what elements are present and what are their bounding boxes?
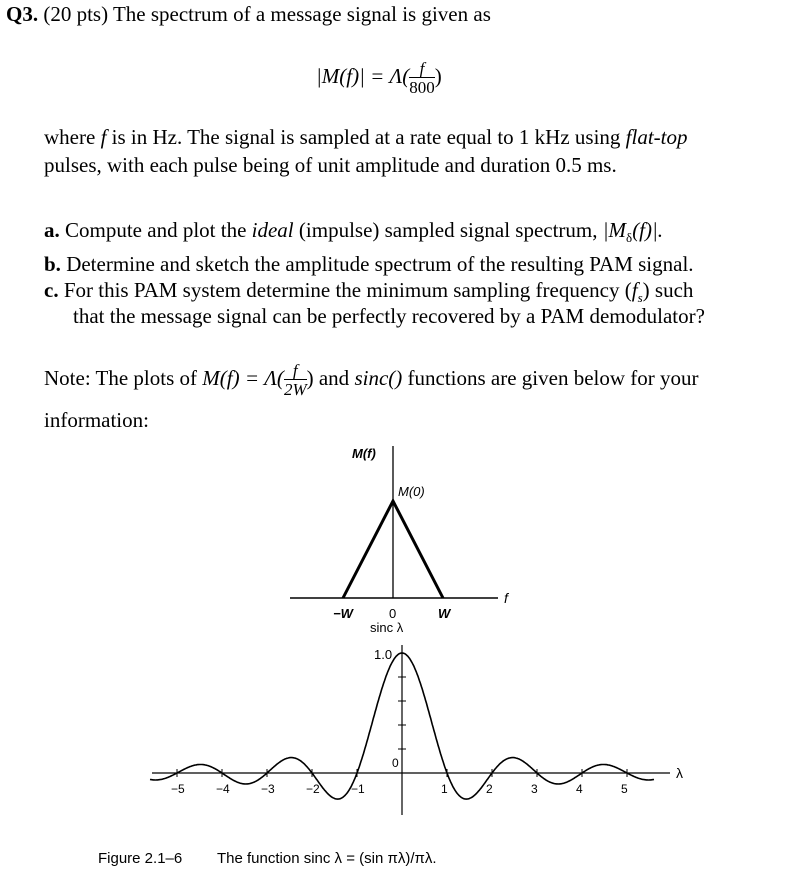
sinc-figure xyxy=(140,615,700,835)
formula-lhs: |M(f)| = Λ( xyxy=(316,63,410,88)
part-c-fs: f xyxy=(631,278,638,302)
triangle-f-label: f xyxy=(504,590,508,606)
part-c-label: c. xyxy=(44,278,59,302)
part-b xyxy=(44,252,694,277)
where-text-1: where xyxy=(44,125,96,149)
sinc-ylabel: sinc λ xyxy=(370,620,404,635)
figure-caption: The function sinc λ = (sin πλ)/πλ. xyxy=(217,850,437,867)
where-f: f xyxy=(100,125,107,149)
formula-den: 800 xyxy=(409,78,435,97)
note-rhs: ) xyxy=(306,365,314,390)
part-a-sub: δ xyxy=(626,230,633,246)
sinc-tick-labels xyxy=(171,677,628,796)
sinc-tick-label: 1 xyxy=(441,782,448,796)
part-c-fs-sub: s xyxy=(637,290,643,306)
note-line-2: information: xyxy=(44,408,149,432)
note-num: f xyxy=(292,361,298,380)
part-c-text-1: For this PAM system determine the minimum sampling frequency ( xyxy=(63,278,632,302)
sinc-tick-label: −5 xyxy=(171,782,185,796)
note-sinc: sinc() xyxy=(354,365,403,390)
triangle-tick-neg-w: −W xyxy=(333,606,353,621)
part-a-label: a. xyxy=(44,218,60,242)
part-b-label: b. xyxy=(44,252,61,276)
where-line xyxy=(44,125,688,150)
part-a-text-2: (impulse) sampled signal spectrum, xyxy=(298,218,598,242)
question-intro: The spectrum of a message signal is given as xyxy=(112,2,491,26)
note-fraction xyxy=(284,362,307,398)
note-suffix: functions are given below for your xyxy=(407,365,699,390)
question-number: Q3. xyxy=(6,2,39,26)
formula-rhs: ) xyxy=(434,63,442,88)
figure-label: Figure 2.1–6 xyxy=(98,850,183,867)
question-header xyxy=(6,2,491,27)
note-den: 2W xyxy=(283,380,307,399)
part-a-text-1: Compute and plot the xyxy=(65,218,247,242)
sinc-ymax-label: 1.0 xyxy=(374,647,393,662)
note-prefix: Note: The plots of xyxy=(44,365,198,390)
formula-num: f xyxy=(419,59,425,78)
triangle-tick-w: W xyxy=(438,606,451,621)
note-formula-lhs: M(f) = Λ( xyxy=(202,365,284,390)
sinc-tick-label: 4 xyxy=(576,782,583,796)
question-points: (20 pts) xyxy=(43,2,109,26)
sinc-tick-label: −4 xyxy=(216,782,230,796)
note-line xyxy=(44,362,699,398)
part-c-line-2: that the message signal can be perfectly recovered by a PAM demodulator? xyxy=(73,304,705,328)
part-a-math-2: (f)|. xyxy=(632,218,664,242)
triangle-tick-zero: 0 xyxy=(389,606,397,621)
sinc-tick-label: 0 xyxy=(392,756,399,770)
triangle-peak-label: M(0) xyxy=(398,484,425,499)
sinc-tick-label: 2 xyxy=(486,782,493,796)
note-and: and xyxy=(318,365,350,390)
where-text-2: is in Hz. The signal is sampled at a rate equal to 1 kHz using xyxy=(111,125,621,149)
sinc-tick-label: 3 xyxy=(531,782,538,796)
part-a xyxy=(44,218,663,246)
part-a-ideal: ideal xyxy=(251,218,294,242)
spectrum-formula xyxy=(316,60,442,96)
pulses-line: pulses, with each pulse being of unit amplitude and duration 0.5 ms. xyxy=(44,153,617,177)
part-c xyxy=(44,278,693,306)
sinc-tick-label: −2 xyxy=(306,782,320,796)
where-flat-top: flat-top xyxy=(625,125,688,149)
part-c-text-1b: ) such xyxy=(642,278,694,302)
triangle-figure xyxy=(280,438,530,638)
sinc-tick-label: −1 xyxy=(351,782,365,796)
sinc-tick-label: −3 xyxy=(261,782,275,796)
part-b-text: Determine and sketch the amplitude spectrum of the resulting PAM signal. xyxy=(66,252,694,276)
triangle-ylabel: M(f) xyxy=(352,446,376,461)
formula-fraction xyxy=(409,60,435,96)
sinc-tick-label: 5 xyxy=(621,782,628,796)
sinc-x-label: λ xyxy=(676,765,683,781)
part-a-math: |M xyxy=(602,218,627,242)
